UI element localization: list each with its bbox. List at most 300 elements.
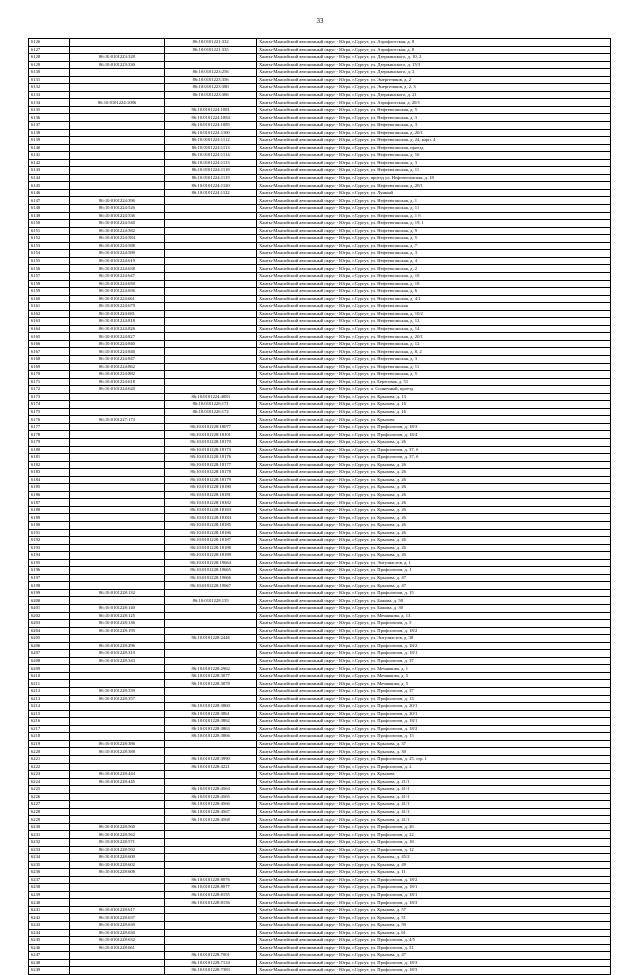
cell-row-number: 6213 <box>29 695 70 703</box>
table-row <box>29 605 611 613</box>
cell-parcel-number: 86:10:0101228:602 <box>69 861 165 869</box>
cell-building-number: 86:10:0101228:19666 <box>165 574 257 582</box>
table-row <box>29 288 611 296</box>
cell-parcel-number: 86:10:0101228:661 <box>69 944 165 952</box>
cell-building-number <box>165 325 257 333</box>
cell-building-number: 86:10:0101228:18173 <box>165 446 257 454</box>
table-row <box>29 831 611 839</box>
cell-address: Ханты-Мансийский автономный округ - Югра, г.Сургут, ул. Береговая, д. 51 <box>256 378 610 386</box>
cell-row-number: 6136 <box>29 114 70 122</box>
cell-address: Ханты-Мансийский автономный округ - Югра, г.Сургут, ул. Нефтеюганская, д. 9 <box>256 227 610 235</box>
cell-row-number: 6223 <box>29 771 70 779</box>
cell-parcel-number: 86:10:0101224:862 <box>69 363 165 371</box>
table-row <box>29 710 611 718</box>
cell-parcel-number: 86:10:0101224:681 <box>69 310 165 318</box>
table-row <box>29 137 611 145</box>
cell-row-number: 6166 <box>29 340 70 348</box>
cell-building-number: 86:10:0101228:2962 <box>165 665 257 673</box>
cell-address: Ханты-Мансийский автономный округ - Югра, г.Сургут, ул. Профсоюзов, д. 20/1 <box>256 703 610 711</box>
cell-row-number: 6238 <box>29 884 70 892</box>
cell-row-number: 6246 <box>29 944 70 952</box>
cell-address: Ханты-Мансийский автономный округ - Югра, г.Сургут, проезд ул. Нефтеюганская, д. 18 <box>256 174 610 182</box>
cell-address: Ханты-Мансийский автономный округ - Югра, г.Сургут, ул. Профсоюзов, д. 15 <box>256 589 610 597</box>
cell-address: Ханты-Мансийский автономный округ - Югра, г.Сургут, ул. Нефтеюганская, проезд <box>256 144 610 152</box>
cell-row-number: 6247 <box>29 952 70 960</box>
cell-row-number: 6185 <box>29 484 70 492</box>
cell-row-number: 6180 <box>29 446 70 454</box>
cell-parcel-number: 86:10:0101224:826 <box>69 325 165 333</box>
cell-row-number: 6218 <box>29 733 70 741</box>
cell-row-number: 6217 <box>29 725 70 733</box>
cell-address: Ханты-Мансийский автономный округ - Югра, г.Сургут, ул. Дзержинского, д. 21 <box>256 91 610 99</box>
cell-building-number <box>165 937 257 945</box>
cell-parcel-number: 86:10:0101228:639 <box>69 921 165 929</box>
cell-parcel-number: 86:10:0101228:571 <box>69 838 165 846</box>
cell-row-number: 6212 <box>29 688 70 696</box>
cell-row-number: 6170 <box>29 371 70 379</box>
cell-building-number: 86:10:0101224:1120 <box>165 182 257 190</box>
table-row <box>29 205 611 213</box>
cell-address: Ханты-Мансийский автономный округ - Югра, г.Сургут, ул. Нефтеюганская, д. 14 <box>256 325 610 333</box>
cell-parcel-number: 86:10:0101228:630 <box>69 929 165 937</box>
cell-address: Ханты-Мансийский автономный округ - Югра, г.Сургут, ул. Крылова, д. 13 <box>256 393 610 401</box>
cell-parcel-number <box>69 167 165 175</box>
cell-parcel-number <box>69 401 165 409</box>
cell-address: Ханты-Мансийский автономный округ - Югра, г.Сургут, ул. Крылова, д. 26 <box>256 522 610 530</box>
cell-row-number: 6158 <box>29 280 70 288</box>
cell-row-number: 6142 <box>29 159 70 167</box>
cell-parcel-number: 86:10:0101228:357 <box>69 695 165 703</box>
cell-row-number: 6135 <box>29 106 70 114</box>
cell-building-number <box>165 854 257 862</box>
cell-address: Ханты-Мансийский автономный округ - Югра, г.Сургут, ул. Нефтеюганская, д. 10/2 <box>256 310 610 318</box>
cell-address: Ханты-Мансийский автономный округ - Югра, г.Сургут, ул. Крылова, д. 16 <box>256 408 610 416</box>
cell-building-number: 86:10:0101228:4567 <box>165 808 257 816</box>
table-row <box>29 514 611 522</box>
table-row <box>29 771 611 779</box>
cell-building-number: 86:10:0101224:1113 <box>165 144 257 152</box>
cell-building-number: 86:10:0101228:3860 <box>165 703 257 711</box>
table-row <box>29 416 611 424</box>
table-row <box>29 635 611 643</box>
cell-row-number: 6126 <box>29 39 70 47</box>
table-row <box>29 703 611 711</box>
table-row <box>29 310 611 318</box>
cell-building-number: 86:10:0101223:380 <box>165 84 257 92</box>
cell-building-number: 86:10:0101228:135 <box>165 597 257 605</box>
cell-row-number: 6147 <box>29 197 70 205</box>
cell-row-number: 6128 <box>29 54 70 62</box>
cell-row-number: 6231 <box>29 831 70 839</box>
cell-address: Ханты-Мансийский автономный округ - Югра, г.Сургут, ул. Крылова, д. 26 <box>256 461 610 469</box>
cell-building-number <box>165 295 257 303</box>
cell-row-number: 6240 <box>29 899 70 907</box>
table-row <box>29 363 611 371</box>
cell-building-number: 86:10:0101224:1100 <box>165 129 257 137</box>
cell-parcel-number <box>69 159 165 167</box>
cell-row-number: 6203 <box>29 620 70 628</box>
cell-address: Ханты-Мансийский автономный округ - Югра, г.Сургут, ул. Профсоюзов, д. 15 <box>256 733 610 741</box>
cell-parcel-number: 86:10:0101228:195 <box>69 627 165 635</box>
cell-address: Ханты-Мансийский автономный округ - Югра, г.Сургут, ул. Крылова, д. 11 <box>256 869 610 877</box>
table-row <box>29 869 611 877</box>
cell-address: Ханты-Мансийский автономный округ - Югра, г.Сургут, ул. Крылова, д. 26 <box>256 529 610 537</box>
cell-parcel-number <box>69 522 165 530</box>
cell-building-number <box>165 748 257 756</box>
cell-parcel-number: 86:10:0101224:396 <box>69 197 165 205</box>
cell-building-number <box>165 54 257 62</box>
cell-address: Ханты-Мансийский автономный округ - Югра, г.Сургут, ул. Нефтеюганская, д. 3 <box>256 114 610 122</box>
cell-row-number: 6221 <box>29 755 70 763</box>
cell-parcel-number <box>69 755 165 763</box>
cell-row-number: 6141 <box>29 152 70 160</box>
cell-address: Ханты-Мансийский автономный округ - Югра, г.Сургут, ул. Крылова, д. 26 <box>256 491 610 499</box>
cell-building-number <box>165 303 257 311</box>
cell-parcel-number: 86:10:0101224:818 <box>69 318 165 326</box>
cell-building-number: 86:10:0101228:8156 <box>165 899 257 907</box>
cell-address: Ханты-Мансийский автономный округ - Югра, г.Сургут, ул. Крылова, д. 47 <box>256 952 610 960</box>
cell-row-number: 6227 <box>29 801 70 809</box>
cell-building-number <box>165 861 257 869</box>
cell-building-number <box>165 416 257 424</box>
cell-building-number: 86:10:0101228:3863 <box>165 725 257 733</box>
table-row <box>29 891 611 899</box>
cell-parcel-number <box>69 152 165 160</box>
cell-address: Ханты-Мансийский автономный округ - Югра, г.Сургут, ул. Профсоюзов, д. 18/3 <box>256 899 610 907</box>
cell-building-number: 86:10:0101226:172 <box>165 408 257 416</box>
registry-table <box>28 38 611 975</box>
cell-address: Ханты-Мансийский автономный округ - Югра, г.Сургут, ул. Крылова, д. 26 <box>256 537 610 545</box>
cell-parcel-number <box>69 808 165 816</box>
cell-parcel-number <box>69 84 165 92</box>
table-row <box>29 967 611 975</box>
cell-parcel-number <box>69 665 165 673</box>
cell-row-number: 6209 <box>29 665 70 673</box>
cell-address: Ханты-Мансийский автономный округ - Югра, г.Сургут, ул. Крылова, д. 26 <box>256 499 610 507</box>
cell-row-number: 6130 <box>29 69 70 77</box>
cell-building-number <box>165 371 257 379</box>
cell-row-number: 6187 <box>29 499 70 507</box>
cell-building-number <box>165 318 257 326</box>
cell-parcel-number <box>69 506 165 514</box>
cell-row-number: 6155 <box>29 257 70 265</box>
cell-parcel-number: 86:10:0101228:388 <box>69 748 165 756</box>
cell-row-number: 6233 <box>29 846 70 854</box>
cell-row-number: 6224 <box>29 778 70 786</box>
cell-building-number <box>165 771 257 779</box>
cell-building-number <box>165 235 257 243</box>
cell-address: Ханты-Мансийский автономный округ - Югра, г.Сургут, ул. Нефтеюганская, д. 12 <box>256 340 610 348</box>
cell-parcel-number <box>69 46 165 54</box>
cell-address: Ханты-Мансийский автономный округ - Югра, г.Сургут, ул. Нефтеюганская, д. 3 <box>256 159 610 167</box>
table-row <box>29 386 611 394</box>
table-row <box>29 189 611 197</box>
cell-row-number: 6137 <box>29 122 70 130</box>
table-row <box>29 899 611 907</box>
cell-address: Ханты-Мансийский автономный округ - Югра, г.Сургут, ул. Нефтеюганская, д. 4/1 <box>256 295 610 303</box>
cell-row-number: 6140 <box>29 144 70 152</box>
cell-parcel-number <box>69 884 165 892</box>
cell-parcel-number: 86:10:0101228:140 <box>69 605 165 613</box>
cell-row-number: 6244 <box>29 929 70 937</box>
cell-address: Ханты-Мансийский автономный округ - Югра, г.Сургут, ул. Профсоюзов, д. 25, стр. 1 <box>256 755 610 763</box>
table-row <box>29 823 611 831</box>
cell-building-number: 86:10:0101224:1085 <box>165 122 257 130</box>
cell-building-number: 86:10:0101228:18077 <box>165 423 257 431</box>
cell-address: Ханты-Мансийский автономный округ - Югра, г.Сургут, ул. Профсоюзов, д. 22 <box>256 831 610 839</box>
cell-building-number: 86:10:0101228:19664 <box>165 559 257 567</box>
cell-building-number: 86:10:0101228:3077 <box>165 672 257 680</box>
cell-building-number: 86:10:0101224:1112 <box>165 137 257 145</box>
cell-parcel-number: 86:10:0101224:882 <box>69 371 165 379</box>
cell-address: Ханты-Мансийский автономный округ - Югра, г.Сургут, ул. Профсоюзов, д. 20/1 <box>256 710 610 718</box>
cell-row-number: 6148 <box>29 205 70 213</box>
cell-parcel-number <box>69 959 165 967</box>
cell-parcel-number: 86:10:0101224:846 <box>69 348 165 356</box>
cell-building-number: 86:10:0101228:3866 <box>165 733 257 741</box>
cell-building-number: 86:10:0101224:1119 <box>165 174 257 182</box>
table-row <box>29 506 611 514</box>
cell-row-number: 6202 <box>29 612 70 620</box>
cell-parcel-number: 86:10:0101224:589 <box>69 250 165 258</box>
cell-parcel-number <box>69 39 165 47</box>
table-row <box>29 355 611 363</box>
cell-address: Ханты-Мансийский автономный округ - Югра, г.Сургут, ул. Крылова, д. 59 <box>256 921 610 929</box>
table-row <box>29 159 611 167</box>
cell-parcel-number: 86:10:0101224:588 <box>69 242 165 250</box>
cell-building-number: 86:10:0101228:18182 <box>165 499 257 507</box>
cell-parcel-number: 86:10:0101224:650 <box>69 280 165 288</box>
table-row <box>29 906 611 914</box>
cell-building-number: 86:10:0101228:4564 <box>165 786 257 794</box>
cell-address: Ханты-Мансийский автономный округ - Югра, г.Сургут, ул. Нефтеюганская, д. 3 <box>256 355 610 363</box>
cell-row-number: 6232 <box>29 838 70 846</box>
cell-address: Ханты-Мансийский автономный округ - Югра, г.Сургут, ул. Дзержинского, д. 15/3 <box>256 61 610 69</box>
table-row <box>29 46 611 54</box>
cell-building-number: 86:10:0101228:3990 <box>165 755 257 763</box>
cell-parcel-number <box>69 423 165 431</box>
cell-address: Ханты-Мансийский автономный округ - Югра, г.Сургут, ул. Крылова, д. 61 <box>256 929 610 937</box>
cell-address: Ханты-Мансийский автономный округ - Югра, г.Сургут, ул. Нефтеюганская, д. 20/1 <box>256 182 610 190</box>
cell-row-number: 6162 <box>29 310 70 318</box>
cell-parcel-number <box>69 733 165 741</box>
cell-building-number <box>165 605 257 613</box>
cell-building-number <box>165 220 257 228</box>
cell-address: Ханты-Мансийский автономный округ - Югра, г.Сургут, ул. Нефтеюганская, д. 1 б <box>256 212 610 220</box>
table-row <box>29 491 611 499</box>
cell-row-number: 6188 <box>29 506 70 514</box>
cell-address: Ханты-Мансийский автономный округ - Югра, г.Сургут, ул. Профсоюзов, д. 18 <box>256 838 610 846</box>
cell-building-number: 86:10:0101228:18184 <box>165 514 257 522</box>
cell-parcel-number: 86:10:0101228:132 <box>69 589 165 597</box>
cell-building-number: 86:10:0101224:1114 <box>165 152 257 160</box>
cell-parcel-number <box>69 597 165 605</box>
cell-row-number: 6245 <box>29 937 70 945</box>
cell-row-number: 6184 <box>29 476 70 484</box>
cell-building-number <box>165 612 257 620</box>
table-row <box>29 612 611 620</box>
cell-row-number: 6160 <box>29 295 70 303</box>
table-row <box>29 469 611 477</box>
cell-building-number <box>165 272 257 280</box>
cell-address: Ханты-Мансийский автономный округ - Югра, г.Сургут, ул. Профсоюзов, д. 18/1 <box>256 650 610 658</box>
cell-building-number <box>165 642 257 650</box>
cell-parcel-number: 86:10:0101224:582 <box>69 227 165 235</box>
cell-row-number: 6179 <box>29 438 70 446</box>
cell-parcel-number: 86:10:0101228:125 <box>69 612 165 620</box>
table-row <box>29 265 611 273</box>
cell-building-number <box>165 944 257 952</box>
cell-address: Ханты-Мансийский автономный округ - Югра, г.Сургут, ул. Нефтеюганская, д. 5 <box>256 106 610 114</box>
cell-address: Ханты-Мансийский автономный округ - Югра, г.Сургут, ул. Профсоюзов, д. 18/4 <box>256 431 610 439</box>
cell-row-number: 6189 <box>29 514 70 522</box>
cell-row-number: 6204 <box>29 627 70 635</box>
cell-parcel-number <box>69 725 165 733</box>
table-row <box>29 559 611 567</box>
table-row <box>29 567 611 575</box>
table-row <box>29 537 611 545</box>
cell-address: Ханты-Мансийский автономный округ - Югра, г.Сургут, ул. Профсоюзов, д. 18/2 <box>256 627 610 635</box>
table-row <box>29 76 611 84</box>
cell-row-number: 6249 <box>29 967 70 975</box>
cell-parcel-number <box>69 801 165 809</box>
cell-building-number <box>165 831 257 839</box>
cell-building-number: 86:10:0101228:7383 <box>165 967 257 975</box>
cell-address: Ханты-Мансийский автономный округ - Югра, г.Сургут, ул. Крылова, д. 26 <box>256 514 610 522</box>
cell-row-number: 6222 <box>29 763 70 771</box>
table-row <box>29 544 611 552</box>
cell-row-number: 6236 <box>29 869 70 877</box>
cell-parcel-number <box>69 446 165 454</box>
cell-row-number: 6201 <box>29 605 70 613</box>
cell-row-number: 6167 <box>29 348 70 356</box>
table-row <box>29 167 611 175</box>
cell-row-number: 6186 <box>29 491 70 499</box>
cell-parcel-number: 86:10:0101224:840 <box>69 340 165 348</box>
cell-parcel-number <box>69 408 165 416</box>
cell-row-number: 6214 <box>29 703 70 711</box>
cell-row-number: 6210 <box>29 672 70 680</box>
cell-building-number: 86:10:0101228:18183 <box>165 506 257 514</box>
cell-address: Ханты-Мансийский автономный округ - Югра, г.Сургут, ул. Нефтеюганская, д. 24, корп. 4 <box>256 137 610 145</box>
table-row <box>29 725 611 733</box>
cell-parcel-number <box>69 514 165 522</box>
table-row <box>29 642 611 650</box>
table-row <box>29 755 611 763</box>
cell-address: Ханты-Мансийский автономный округ - Югра, г.Сургут, ул. Профсоюзов, д. 37, б <box>256 454 610 462</box>
cell-building-number <box>165 846 257 854</box>
cell-row-number: 6197 <box>29 574 70 582</box>
table-row <box>29 650 611 658</box>
cell-building-number <box>165 620 257 628</box>
cell-row-number: 6205 <box>29 635 70 643</box>
cell-building-number <box>165 838 257 846</box>
cell-row-number: 6219 <box>29 740 70 748</box>
cell-building-number <box>165 378 257 386</box>
cell-building-number <box>165 227 257 235</box>
cell-address: Ханты-Мансийский автономный округ - Югра, г.Сургут, ул. Крылова, д. 41/1 <box>256 808 610 816</box>
cell-parcel-number <box>69 491 165 499</box>
cell-row-number: 6156 <box>29 265 70 273</box>
cell-row-number: 6235 <box>29 861 70 869</box>
cell-row-number: 6132 <box>29 84 70 92</box>
table-row <box>29 152 611 160</box>
cell-building-number: 86:10:0101228:18186 <box>165 529 257 537</box>
cell-address: Ханты-Мансийский автономный округ - Югра, г.Сургут, ул. Крылова, д. 57 <box>256 906 610 914</box>
cell-parcel-number <box>69 582 165 590</box>
cell-building-number <box>165 650 257 658</box>
cell-row-number: 6248 <box>29 959 70 967</box>
cell-address: Ханты-Мансийский автономный округ - Югра, г.Сургут, ул. Мечникова, д. 13 <box>256 612 610 620</box>
table-row <box>29 597 611 605</box>
cell-building-number: 86:10:0101228:8077 <box>165 884 257 892</box>
cell-building-number: 86:10:0101228:4568 <box>165 816 257 824</box>
cell-address: Ханты-Мансийский автономный округ - Югра, г.Сургут, ул. Профсоюзов, д. 12 <box>256 846 610 854</box>
cell-parcel-number <box>69 793 165 801</box>
cell-parcel-number: 86:10:0101223:328 <box>69 54 165 62</box>
cell-building-number: 86:10:0101228:8155 <box>165 891 257 899</box>
cell-building-number <box>165 288 257 296</box>
table-row <box>29 303 611 311</box>
table-row <box>29 438 611 446</box>
cell-address: Ханты-Мансийский автономный округ - Югра, г.Сургут, ул. Энтузиастов, д. 1 <box>256 559 610 567</box>
cell-building-number <box>165 355 257 363</box>
table-row <box>29 378 611 386</box>
cell-row-number: 6196 <box>29 567 70 575</box>
registry-table-body <box>29 39 611 975</box>
cell-row-number: 6182 <box>29 461 70 469</box>
table-row <box>29 929 611 937</box>
cell-row-number: 6228 <box>29 808 70 816</box>
cell-building-number <box>165 386 257 394</box>
table-row <box>29 371 611 379</box>
cell-parcel-number: 86:10:0101228:560 <box>69 823 165 831</box>
cell-building-number: 86:10:0101224:1084 <box>165 114 257 122</box>
cell-address: Ханты-Мансийский автономный округ - Югра, г.Сургут, ул. Профсоюзов, д. 37 <box>256 657 610 665</box>
cell-building-number <box>165 627 257 635</box>
cell-parcel-number <box>69 710 165 718</box>
cell-address: Ханты-Мансийский автономный округ - Югра, г.Сургут, ул. Нефтеюганская, д. 12 <box>256 318 610 326</box>
cell-row-number: 6157 <box>29 272 70 280</box>
cell-address: Ханты-Мансийский автономный округ - Югра, г.Сургут, ул. Профсоюзов, д. 18/2 <box>256 725 610 733</box>
table-row <box>29 657 611 665</box>
cell-building-number: 86:10:0101224:4083 <box>165 393 257 401</box>
table-row <box>29 672 611 680</box>
cell-building-number: 86:10:0101228:7134 <box>165 959 257 967</box>
cell-address: Ханты-Мансийский автономный округ - Югра, г.Сургут, ул. Нефтеюганская, д. 1 <box>256 197 610 205</box>
cell-row-number: 6208 <box>29 657 70 665</box>
cell-building-number <box>165 257 257 265</box>
cell-row-number: 6134 <box>29 99 70 107</box>
cell-parcel-number <box>69 559 165 567</box>
table-row <box>29 529 611 537</box>
cell-row-number: 6195 <box>29 559 70 567</box>
cell-building-number: 86:10:0101228:4565 <box>165 793 257 801</box>
cell-address: Ханты-Мансийский автономный округ - Югра, г.Сургут, ул. Нефтеюганская, д. 11 <box>256 205 610 213</box>
cell-row-number: 6139 <box>29 137 70 145</box>
cell-row-number: 6174 <box>29 401 70 409</box>
cell-row-number: 6200 <box>29 597 70 605</box>
cell-building-number: 86:10:0101228:19667 <box>165 582 257 590</box>
cell-parcel-number <box>69 967 165 975</box>
cell-row-number: 6176 <box>29 416 70 424</box>
table-row <box>29 695 611 703</box>
cell-address: Ханты-Мансийский автономный округ - Югра, г.Сургут, ул. Крылова, д. 30 <box>256 748 610 756</box>
cell-address: Ханты-Мансийский автономный округ - Югра, г.Сургут, ул. Профсоюзов, д. 4/5 <box>256 937 610 945</box>
cell-parcel-number <box>69 876 165 884</box>
cell-building-number: 86:10:0101228:8076 <box>165 876 257 884</box>
cell-row-number: 6133 <box>29 91 70 99</box>
